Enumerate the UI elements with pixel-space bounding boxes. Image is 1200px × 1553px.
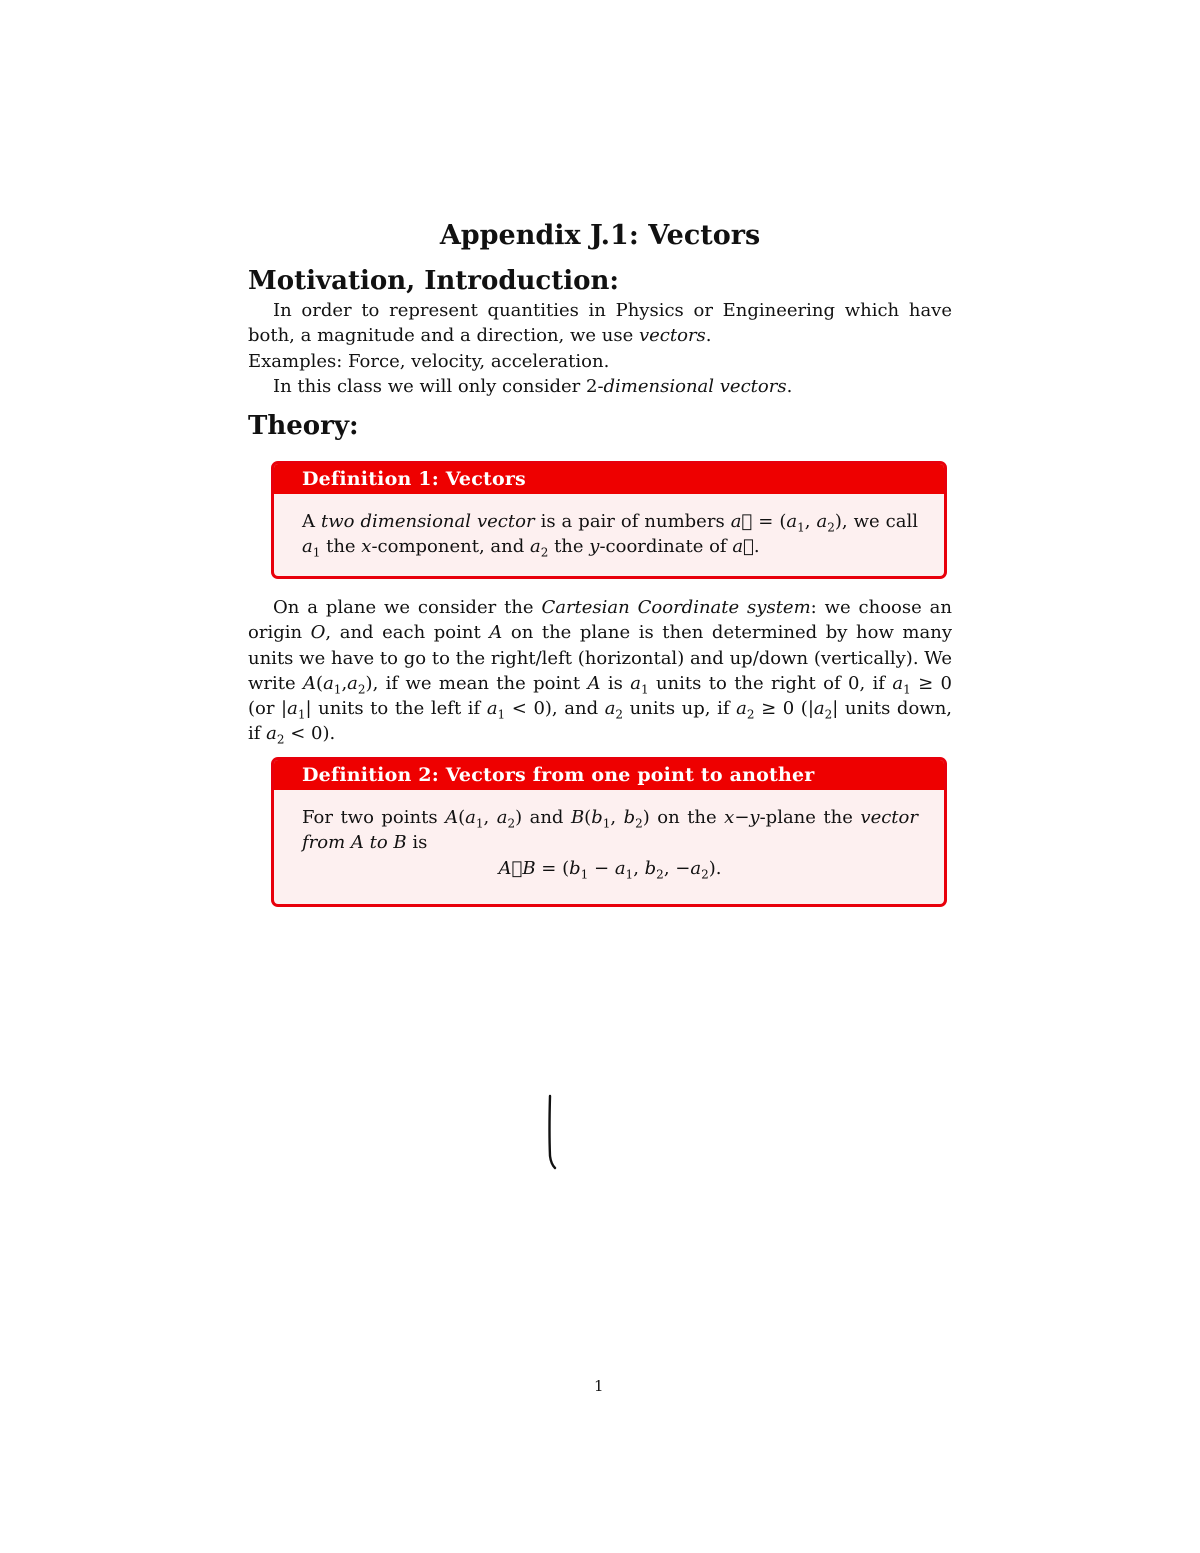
equation-text: , −: [663, 857, 691, 879]
math-subscript: 1: [497, 707, 506, 722]
section-heading-motivation: Motivation, Introduction:: [248, 266, 619, 296]
para-emphasis: Cartesian Coordinate system: [541, 597, 811, 618]
math-variable: x: [724, 807, 735, 828]
definition-text: -coordinate of: [599, 536, 733, 558]
math-subscript: 2: [276, 733, 285, 748]
definition-text-block: [302, 805, 918, 856]
para-text: (: [316, 672, 324, 694]
math-variable: b: [623, 807, 636, 828]
math-variable: a: [529, 536, 541, 558]
definition-text: .: [753, 536, 760, 558]
cartesian-paragraph: [248, 595, 952, 747]
math-variable: B: [570, 807, 585, 828]
math-variable: a: [786, 511, 798, 532]
equation-text: −: [588, 857, 615, 879]
definition-text: For two points: [302, 807, 446, 828]
math-variable: a: [266, 723, 277, 745]
math-subscript: 1: [640, 682, 649, 697]
definition-text: ,: [610, 807, 624, 828]
definition-text: is a pair of numbers: [534, 511, 731, 532]
math-subscript: 2: [827, 520, 835, 535]
math-variable: a: [496, 807, 508, 828]
math-subscript: 1: [580, 867, 589, 882]
math-variable: a: [347, 672, 358, 694]
math-variable: b: [569, 857, 581, 879]
math-subscript: 1: [903, 682, 911, 697]
math-variable: a: [486, 698, 498, 720]
para-text: On a plane we consider the: [273, 597, 542, 618]
math-subscript: 1: [602, 816, 611, 831]
math-variable: O: [310, 622, 326, 644]
para-text: | units to the left if: [305, 698, 487, 720]
math-subscript: 2: [615, 707, 624, 722]
section-heading-theory: Theory:: [248, 411, 359, 441]
definition-text: −: [734, 807, 750, 828]
intro-paragraph-2d: [248, 374, 952, 399]
math-subscript: 1: [333, 682, 342, 697]
math-variable: b: [591, 807, 603, 828]
intro-text: In order to represent quantities in Physics or Engineering which have both, a magnitude and a direction, we use: [248, 300, 952, 347]
definition-text: -plane the: [759, 807, 861, 828]
definition-term: vector from A to B: [302, 807, 918, 854]
math-variable: b: [644, 857, 657, 879]
math-subscript: 2: [824, 707, 833, 722]
math-variable: a: [813, 698, 825, 720]
examples-line: Examples: Force, velocity, acceleration.: [248, 351, 610, 372]
math-variable: y: [749, 807, 760, 828]
para-text: ), if we mean the point: [365, 672, 588, 694]
para-text: ≥ 0 (|: [754, 698, 814, 720]
math-subscript: 2: [701, 867, 709, 882]
para-text: < 0), and: [505, 698, 605, 720]
math-subscript: 2: [656, 867, 664, 882]
definition-text: (: [458, 807, 466, 828]
definition-text: the: [320, 536, 362, 558]
math-subscript: 1: [297, 707, 306, 722]
equation-text: = (: [535, 857, 570, 879]
vector-symbol: A⃗B: [498, 857, 536, 879]
definition-text: = (: [752, 511, 787, 532]
handwritten-stroke: [540, 1092, 564, 1172]
math-subscript: 1: [312, 545, 321, 560]
intro-emphasis: dimensional vectors: [603, 376, 787, 397]
definition-body: [274, 790, 944, 881]
intro-text: .: [786, 376, 793, 397]
math-variable: a: [302, 536, 313, 558]
definition-text: ,: [483, 807, 497, 828]
math-variable: A: [587, 672, 601, 694]
para-text: | units down, if: [248, 698, 953, 745]
math-variable: a: [630, 672, 641, 694]
math-subscript: 2: [540, 545, 549, 560]
math-subscript: 1: [625, 867, 634, 882]
definition-term: two dimensional vector: [321, 511, 535, 532]
definition-text: (: [584, 807, 592, 828]
math-variable: y: [589, 536, 600, 558]
para-text: < 0).: [284, 723, 336, 745]
math-subscript: 2: [507, 816, 516, 831]
definition-text: ) and: [515, 807, 571, 828]
math-variable: a: [604, 698, 616, 720]
math-variable: a: [323, 672, 334, 694]
equation-text: ).: [708, 857, 722, 879]
equation-text: ,: [633, 857, 645, 879]
page-title: Appendix J.1: Vectors: [439, 220, 761, 251]
vector-symbol: a⃗: [732, 536, 754, 558]
intro-paragraph: [248, 298, 952, 349]
definition-text: A: [302, 511, 321, 532]
definition-text: is: [406, 832, 428, 854]
math-variable: a: [465, 807, 476, 828]
para-text: ≥ 0 (or |: [248, 672, 952, 720]
para-text: units to the right of 0, if: [648, 672, 893, 694]
intro-text: .: [705, 325, 712, 347]
intro-text: In this class we will only consider 2-: [273, 376, 604, 397]
math-variable: A: [445, 807, 459, 828]
math-variable: a: [614, 857, 626, 879]
definition-text: ) on the: [642, 807, 725, 828]
para-text: , and each point: [325, 622, 490, 644]
definition-text: ,: [804, 511, 817, 532]
math-variable: a: [736, 698, 747, 720]
definition-box-1: [271, 461, 947, 579]
math-variable: x: [361, 536, 372, 558]
para-text: on the plane is then determined by how many units we have to go to the right/left (horizontal) and up/down (vertically). We write: [248, 622, 952, 694]
para-text: is: [600, 672, 631, 694]
definition-body: [274, 494, 944, 560]
definition-text: ), we call: [834, 511, 918, 532]
vector-equation: [302, 856, 918, 881]
para-text: : we choose an origin: [248, 597, 952, 644]
para-text: units up, if: [623, 698, 737, 720]
definition-text: the: [548, 536, 590, 558]
math-subscript: 1: [797, 520, 805, 535]
math-variable: a: [690, 857, 702, 879]
math-subscript: 2: [357, 682, 366, 697]
page-number: 1: [594, 1377, 604, 1395]
math-subscript: 2: [746, 707, 755, 722]
definition-text: -component, and: [371, 536, 530, 558]
math-variable: a: [287, 698, 298, 720]
math-variable: a: [892, 672, 904, 694]
math-variable: a: [816, 511, 828, 532]
math-variable: A: [489, 622, 503, 644]
vector-symbol: a⃗: [730, 511, 753, 532]
intro-emphasis: vectors: [638, 325, 706, 347]
definition-box-2: [271, 757, 947, 907]
definition-header: Definition 1: Vectors: [274, 464, 944, 494]
definition-header: Definition 2: Vectors from one point to another: [274, 760, 944, 790]
para-text: ,: [341, 672, 348, 694]
math-subscript: 2: [635, 816, 643, 831]
math-subscript: 1: [475, 816, 484, 831]
math-variable: A: [303, 672, 317, 694]
